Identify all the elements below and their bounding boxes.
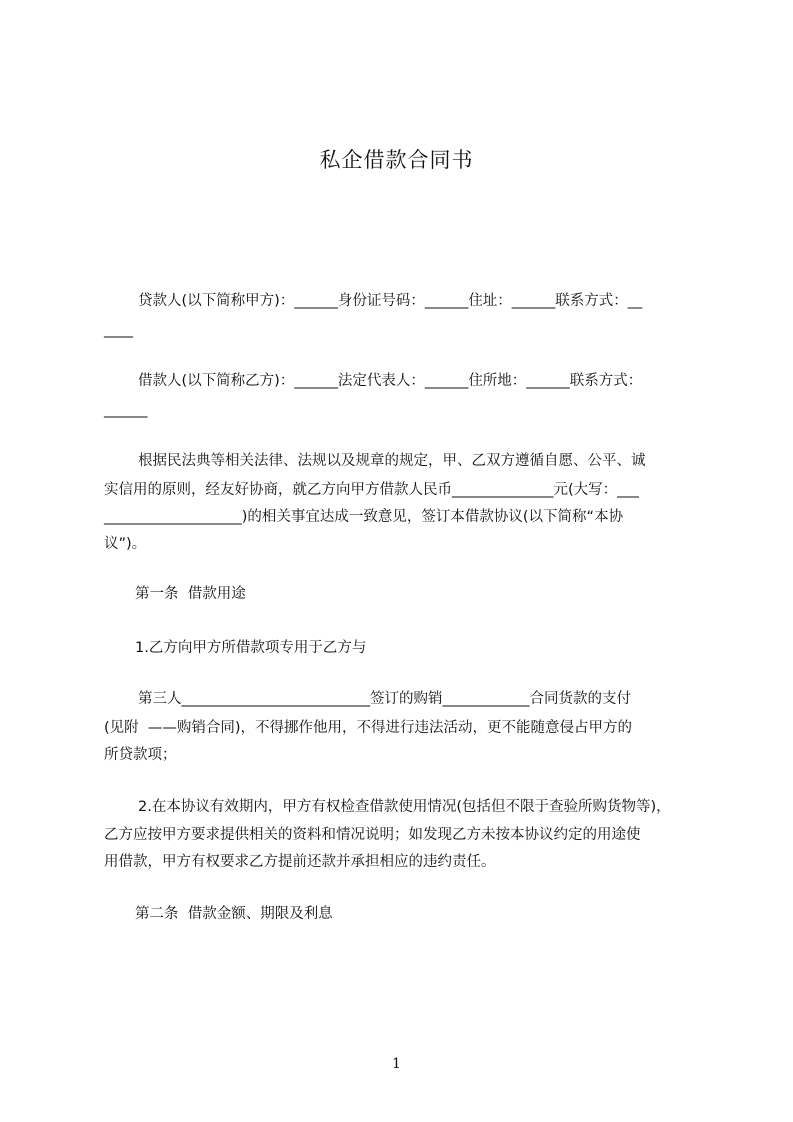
article-1-heading: 第一条 借款用途 <box>135 586 246 602</box>
preamble-line-4: 议”)。 <box>104 536 147 552</box>
lender-line-1: 贷款人(以下简称甲方)：______身份证号码：______住址：______联系方式：__ <box>138 293 643 309</box>
preamble-line-2: 实信用的原则，经友好协商，就乙方向甲方借款人民币______________元(大写：___ <box>104 482 639 498</box>
page-number: 1 <box>392 1056 401 1072</box>
article-1-item-2-line-3: 用借款，甲方有权要求乙方提前还款并承担相应的违约责任。 <box>104 854 496 870</box>
article-1-item-1-line-2: (见附 ——购销合同)，不得挪作他用，不得进行违法活动，更不能随意侵占甲方的 <box>104 720 633 736</box>
preamble-line-1: 根据民法典等相关法律、法规以及规章的规定，甲、乙双方遵循自愿、公平、诚 <box>138 453 646 469</box>
document-title: 私企借款合同书 <box>319 148 474 172</box>
borrower-line-1: 借款人(以下简称乙方)：______法定代表人：______住所地：______联系方式： <box>138 373 643 389</box>
preamble-line-3: ___________________)的相关事宜达成一致意见，签订本借款协议(以下简称“本协 <box>104 509 624 525</box>
borrower-line-2: ______ <box>104 402 148 418</box>
article-1-item-2-line-1: 2.在本协议有效期内，甲方有权检查借款使用情况(包括但不限于查验所购货物等)， <box>138 799 671 815</box>
lender-line-2: ____ <box>104 322 133 338</box>
article-1-item-2-line-2: 乙方应按甲方要求提供相关的资料和情况说明；如发现乙方未按本协议约定的用途使 <box>104 827 641 843</box>
article-1-item-1-line-3: 所贷款项； <box>104 747 177 763</box>
article-1-item-1: 1.乙方向甲方所借款项专用于乙方与 <box>135 640 367 656</box>
article-2-heading: 第二条 借款金额、期限及利息 <box>135 906 333 922</box>
article-1-item-1-line-1: 第三人__________________________签订的购销____________合同货款的支付 <box>138 691 631 707</box>
